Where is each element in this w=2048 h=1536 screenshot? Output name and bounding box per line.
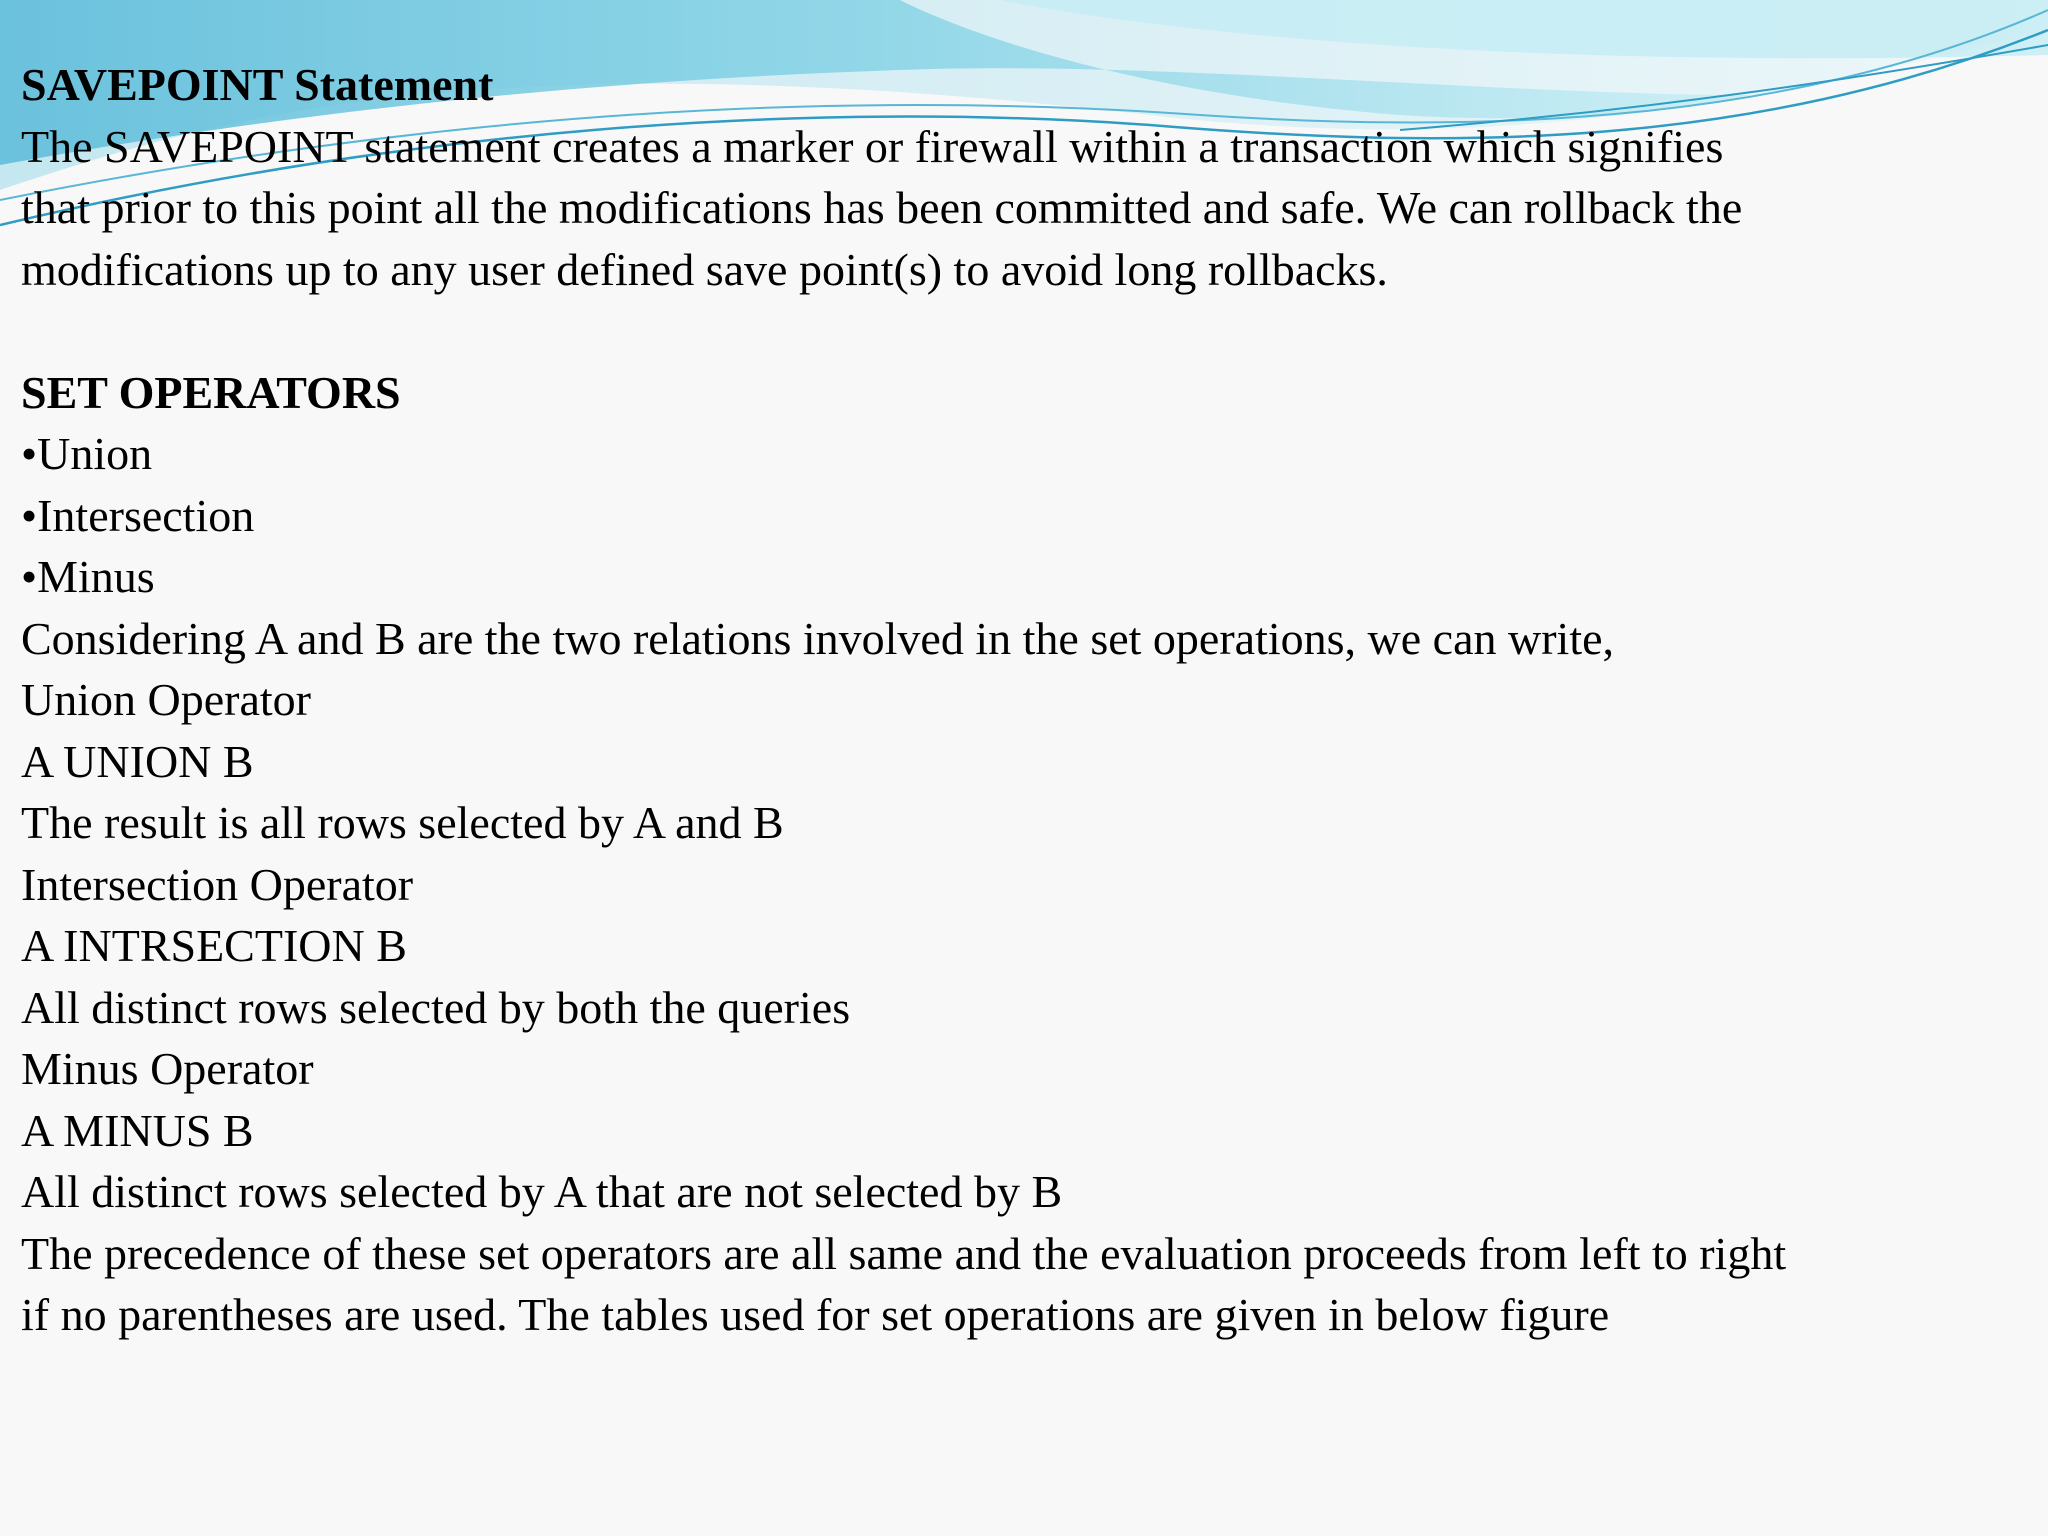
set-operators-text-line: A INTRSECTION B [21,920,407,971]
bullet-item: •Minus [21,551,155,602]
savepoint-text-line: modifications up to any user defined save point(s) to avoid long rollbacks. [21,243,1388,295]
set-operators-heading: SET OPERATORS [21,366,401,418]
set-operators-text-line: if no parentheses are used. The tables used for set operations are given in below figure [21,1289,1610,1340]
savepoint-text-line: The SAVEPOINT statement creates a marker or firewall within a transaction which signifies [21,120,1724,172]
set-operators-text-line: The result is all rows selected by A and B [21,797,784,848]
set-operators-text-line: All distinct rows selected by both the queries [21,981,851,1033]
savepoint-text-line: that prior to this point all the modifications has been committed and safe. We can rollback the [21,182,1743,233]
set-operators-text-line: All distinct rows selected by A that are not selected by B [21,1166,1063,1217]
set-operators-text-line: The precedence of these set operators are all same and the evaluation proceeds from left to right [21,1227,1787,1279]
set-operators-text-line: Intersection Operator [21,858,414,910]
set-operators-text-line: A UNION B [21,735,254,787]
slide-content [21,54,2021,1346]
savepoint-heading: SAVEPOINT Statement [21,59,494,110]
set-operators-text-line: Minus Operator [21,1043,314,1094]
paragraph-gap [21,300,2021,362]
bullet-item: •Intersection [21,489,255,541]
set-operators-text-line: A MINUS B [21,1104,254,1156]
set-operators-text-line: Union Operator [21,674,311,725]
set-operators-text-line: Considering A and B are the two relations involved in the set operations, we can write, [21,612,1615,664]
bullet-item: •Union [21,428,153,479]
